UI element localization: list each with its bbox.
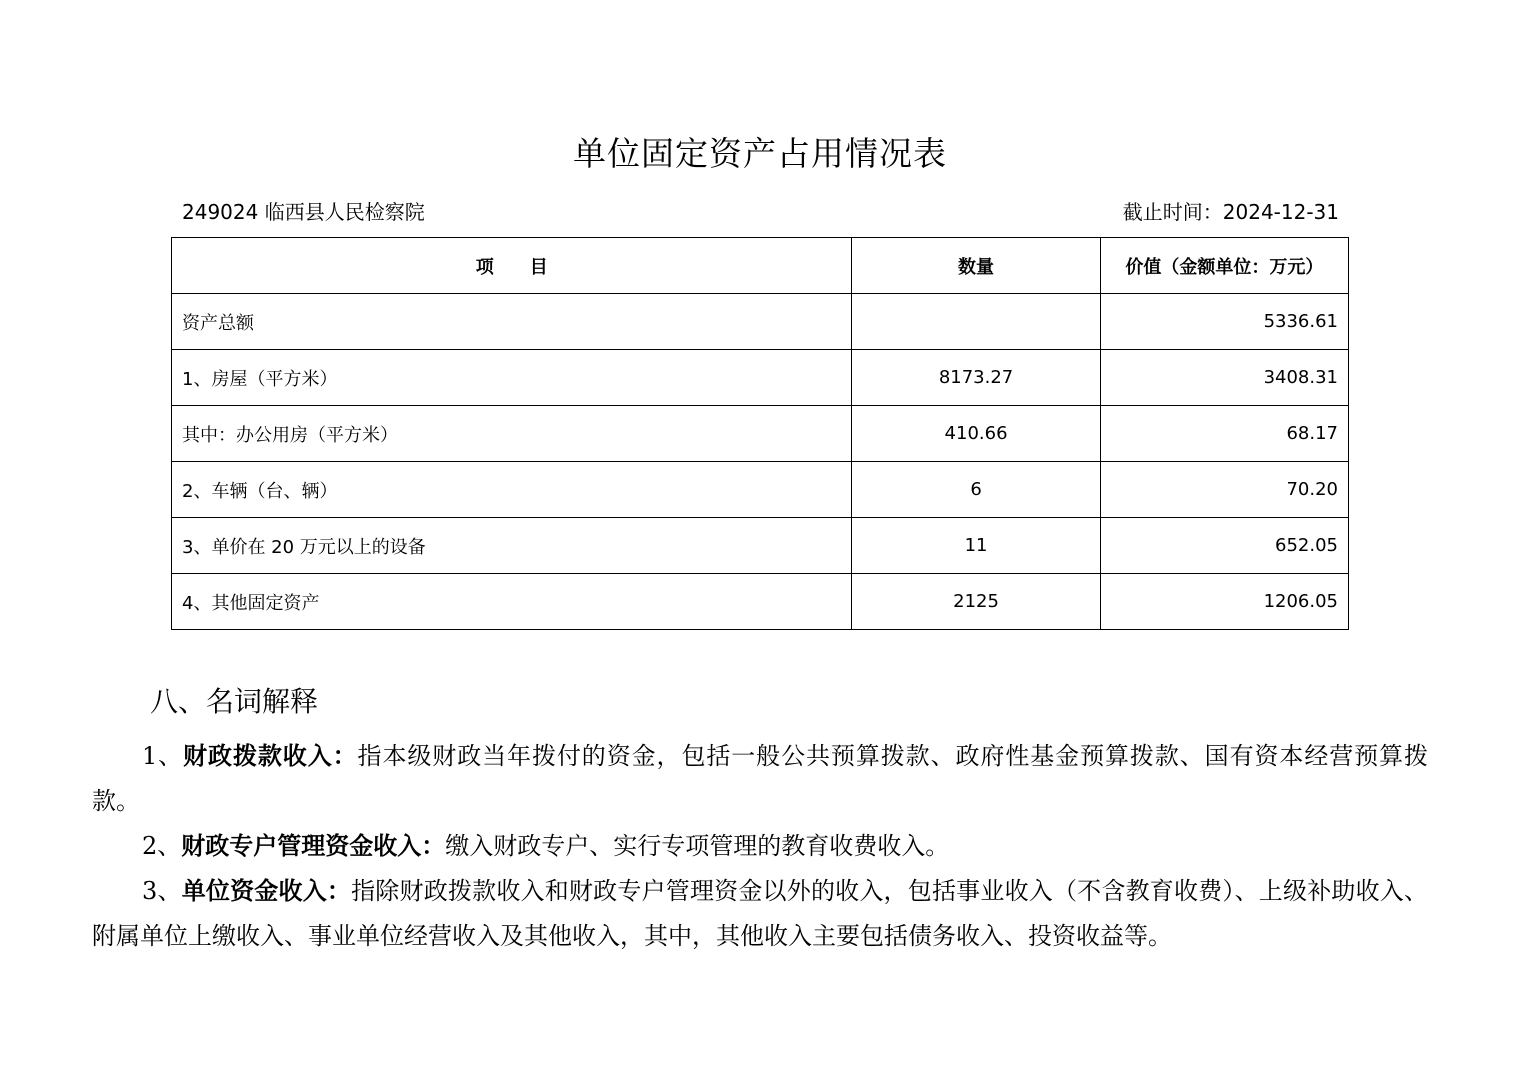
definition-number: 1、: [142, 742, 184, 770]
table-header-row: [172, 238, 1349, 294]
definition-number: 3、: [142, 877, 182, 905]
page-title: 单位固定资产占用情况表: [573, 134, 947, 173]
definition-paragraph: [92, 824, 1428, 869]
table-row: [172, 462, 1349, 518]
row-item: 4、其他固定资产: [172, 574, 852, 630]
row-item: 1、房屋（平方米）: [172, 350, 852, 406]
unit-name: 249024 临西县人民检察院: [182, 200, 425, 224]
row-quantity: 2125: [852, 574, 1100, 630]
row-value: 3408.31: [1100, 350, 1348, 406]
row-item: 3、单价在 20 万元以上的设备: [172, 518, 852, 574]
row-item: 2、车辆（台、辆）: [172, 462, 852, 518]
table-row: [172, 294, 1349, 350]
row-value: 68.17: [1100, 406, 1348, 462]
row-value: 5336.61: [1100, 294, 1348, 350]
table-row: [172, 350, 1349, 406]
header-quantity: 数量: [852, 238, 1100, 294]
row-quantity: 11: [852, 518, 1100, 574]
row-quantity: 8173.27: [852, 350, 1100, 406]
row-value: 1206.05: [1100, 574, 1348, 630]
section-heading: 八、名词解释: [150, 685, 319, 718]
row-quantity: 6: [852, 462, 1100, 518]
table-row: [172, 574, 1349, 630]
definition-text: 指除财政拨款收入和财政专户管理资金以外的收入，包括事业收入（不含教育收费）、上级补助收入、附属单位上缴收入、事业单位经营收入及其他收入，其中，其他收入主要包括债务收入、投资收益等。: [92, 877, 1429, 950]
definition-term: 财政拨款收入：: [183, 742, 358, 770]
definition-paragraph: [92, 734, 1428, 824]
row-quantity: [852, 294, 1100, 350]
fixed-assets-table: [171, 237, 1349, 630]
header-value: 价值（金额单位：万元）: [1100, 238, 1348, 294]
table-row: [172, 518, 1349, 574]
deadline-date: 截止时间：2024-12-31: [1122, 200, 1339, 224]
definition-paragraph: [92, 869, 1428, 959]
definition-text: 缴入财政专户、实行专项管理的教育收费收入。: [445, 832, 950, 860]
header-item: 项 目: [172, 238, 852, 294]
row-value: 70.20: [1100, 462, 1348, 518]
row-quantity: 410.66: [852, 406, 1100, 462]
definition-term: 财政专户管理资金收入：: [181, 832, 446, 860]
row-value: 652.05: [1100, 518, 1348, 574]
table-row: [172, 406, 1349, 462]
definition-text: 指本级财政当年拨付的资金，包括一般公共预算拨款、政府性基金预算拨款、国有资本经营预算拨款。: [92, 742, 1429, 815]
definition-term: 单位资金收入：: [181, 877, 352, 905]
row-item: 其中：办公用房（平方米）: [172, 406, 852, 462]
definition-number: 2、: [142, 832, 182, 860]
row-item: 资产总额: [172, 294, 852, 350]
